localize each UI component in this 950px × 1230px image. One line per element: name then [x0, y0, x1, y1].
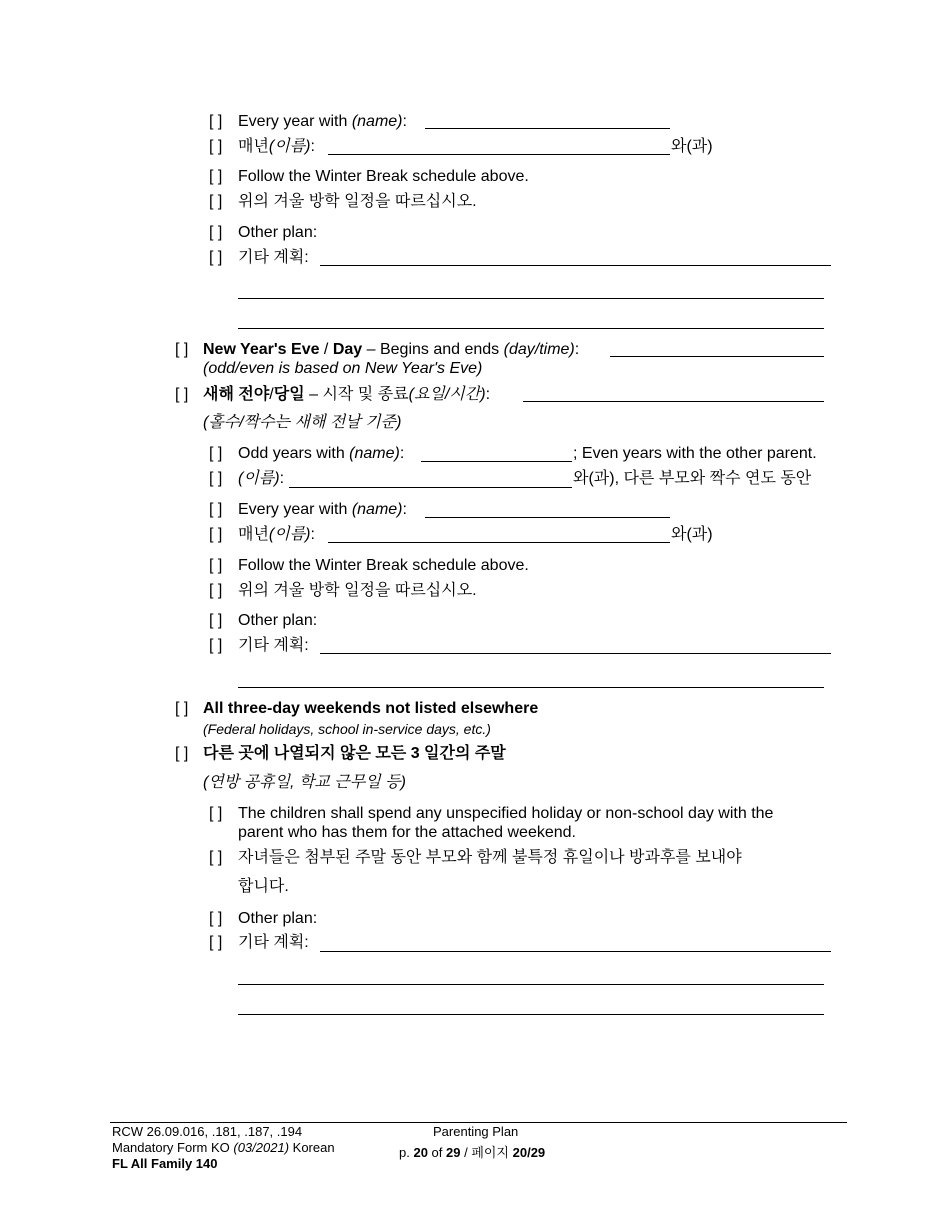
every-year-name-field-ko-2[interactable]: [328, 542, 670, 543]
odd-years-suffix: ; Even years with the other parent.: [573, 445, 817, 462]
checkbox-other-plan-2[interactable]: [ ]: [209, 612, 223, 629]
footer-form: Mandatory Form KO (03/2021) Korean: [112, 1140, 335, 1155]
footer-rcw: RCW 26.09.016, .181, .187, .194: [112, 1124, 303, 1139]
children-spend-ko-line1: 자녀들은 첨부된 주말 동안 부모와 함께 불특정 휴일이나 방과후를 보내야: [238, 849, 742, 866]
three-day-weekends-title: All three-day weekends not listed elsewhere: [203, 700, 539, 717]
other-plan-field-3-line2[interactable]: [238, 984, 824, 985]
checkbox-every-year-2[interactable]: [ ]: [209, 501, 223, 518]
children-spend-line2: parent who has them for the attached weekend.: [238, 824, 576, 841]
three-day-weekends-title-ko: 다른 곳에 나열되지 않은 모든 3 일간의 주말: [203, 745, 506, 762]
new-year-note-ko: (홀수/짝수는 새해 전날 기준): [203, 414, 402, 431]
every-year-label-ko-2: 매년(이름):: [238, 526, 315, 543]
three-day-weekends-note-ko: (연방 공휴일, 학교 근무일 등): [203, 774, 406, 791]
odd-years-suffix-ko: 와(과), 다른 부모와 짝수 연도 동안: [573, 470, 812, 487]
checkbox-other-plan-3[interactable]: [ ]: [209, 910, 223, 927]
other-plan-label-2: Other plan:: [238, 612, 318, 629]
other-plan-label-3: Other plan:: [238, 910, 318, 927]
checkbox-every-year[interactable]: [ ]: [209, 113, 223, 130]
other-plan-label: Other plan:: [238, 224, 318, 241]
other-plan-field-2-line2[interactable]: [238, 687, 824, 688]
other-plan-label-ko-2: 기타 계획:: [238, 637, 309, 654]
footer-form-id: FL All Family 140: [112, 1156, 218, 1171]
other-plan-field-line3[interactable]: [238, 328, 824, 329]
footer-rule: [110, 1122, 847, 1123]
other-plan-label-ko-3: 기타 계획:: [238, 934, 309, 951]
checkbox-follow-winter-2[interactable]: [ ]: [209, 557, 223, 574]
every-year-name-field-ko[interactable]: [328, 154, 670, 155]
new-year-title: New Year's Eve / Day – Begins and ends (day/time):: [203, 341, 580, 358]
checkbox-other-plan-ko-2[interactable]: [ ]: [209, 637, 223, 654]
checkbox-other-plan[interactable]: [ ]: [209, 224, 223, 241]
children-spend-ko-line2: 합니다.: [238, 878, 289, 895]
new-year-daytime-field-ko[interactable]: [523, 401, 824, 402]
checkbox-children-spend[interactable]: [ ]: [209, 805, 223, 822]
checkbox-every-year-ko[interactable]: [ ]: [209, 138, 223, 155]
every-year-name-field-2[interactable]: [425, 517, 670, 518]
follow-winter-label: Follow the Winter Break schedule above.: [238, 168, 529, 185]
new-year-title-ko: 새해 전야/당일 – 시작 및 종료(요일/시간):: [203, 386, 491, 403]
footer-page-number: p. 20 of 29 / 페이지 20/29: [399, 1145, 546, 1160]
every-year-label: Every year with (name):: [238, 113, 407, 130]
checkbox-follow-winter-ko-2[interactable]: [ ]: [209, 582, 223, 599]
odd-years-name-field[interactable]: [421, 461, 572, 462]
odd-years-label: Odd years with (name):: [238, 445, 405, 462]
every-year-name-field[interactable]: [425, 128, 670, 129]
checkbox-odd-years[interactable]: [ ]: [209, 445, 223, 462]
checkbox-follow-winter[interactable]: [ ]: [209, 168, 223, 185]
odd-years-label-ko: (이름):: [238, 470, 285, 487]
other-plan-label-ko: 기타 계획:: [238, 249, 309, 266]
three-day-weekends-note: (Federal holidays, school in-service days, etc.): [203, 721, 491, 737]
every-year-label-ko: 매년(이름):: [238, 138, 315, 155]
checkbox-three-day-weekends-ko[interactable]: [ ]: [175, 745, 189, 762]
follow-winter-label-ko-2: 위의 겨울 방학 일정을 따르십시오.: [238, 582, 477, 599]
odd-years-name-field-ko[interactable]: [289, 487, 572, 488]
new-year-note: (odd/even is based on New Year's Eve): [203, 360, 483, 377]
checkbox-new-year-ko[interactable]: [ ]: [175, 386, 189, 403]
with-label-ko-2: 와(과): [671, 526, 713, 543]
follow-winter-label-ko: 위의 겨울 방학 일정을 따르십시오.: [238, 193, 477, 210]
checkbox-every-year-ko-2[interactable]: [ ]: [209, 526, 223, 543]
checkbox-follow-winter-ko[interactable]: [ ]: [209, 193, 223, 210]
new-year-daytime-field[interactable]: [610, 356, 824, 357]
footer-doc-title: Parenting Plan: [433, 1124, 519, 1139]
checkbox-other-plan-ko[interactable]: [ ]: [209, 249, 223, 266]
other-plan-field-3[interactable]: [320, 951, 831, 952]
checkbox-new-year[interactable]: [ ]: [175, 341, 189, 358]
children-spend-line1: The children shall spend any unspecified holiday or non-school day with the: [238, 805, 774, 822]
other-plan-field-2[interactable]: [320, 653, 831, 654]
other-plan-field-3-line3[interactable]: [238, 1014, 824, 1015]
every-year-label-2: Every year with (name):: [238, 501, 407, 518]
checkbox-three-day-weekends[interactable]: [ ]: [175, 700, 189, 717]
checkbox-children-spend-ko[interactable]: [ ]: [209, 849, 223, 866]
other-plan-field-line2[interactable]: [238, 298, 824, 299]
checkbox-other-plan-ko-3[interactable]: [ ]: [209, 934, 223, 951]
with-label-ko: 와(과): [671, 138, 713, 155]
follow-winter-label-2: Follow the Winter Break schedule above.: [238, 557, 529, 574]
checkbox-odd-years-ko[interactable]: [ ]: [209, 470, 223, 487]
other-plan-field[interactable]: [320, 265, 831, 266]
